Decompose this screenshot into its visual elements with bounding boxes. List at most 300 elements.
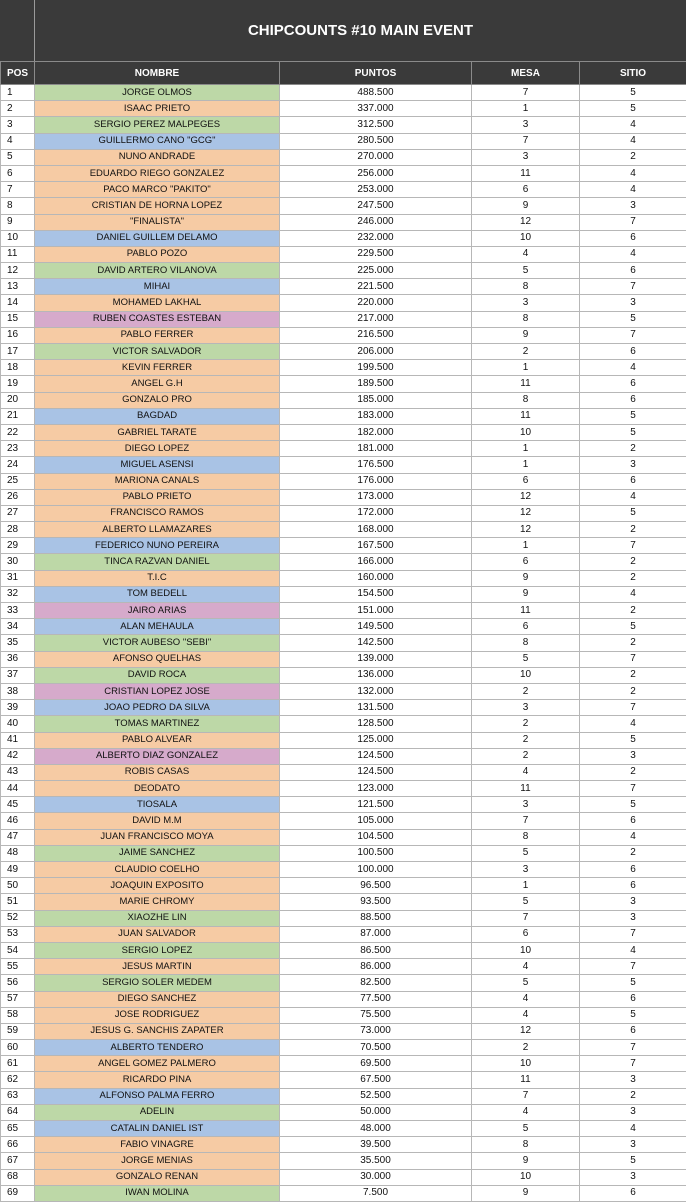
pos-cell: 9 [1,214,35,230]
seat-number-cell: 4 [580,182,686,198]
seat-number-cell: 4 [580,489,686,505]
table-number-cell: 4 [472,764,580,780]
points-cell: 7.500 [280,1185,472,1201]
table-number-cell: 5 [472,894,580,910]
table-number-cell: 2 [472,716,580,732]
table-row [1,764,686,780]
table-row [1,1169,686,1185]
player-name-cell: VICTOR SALVADOR [35,344,280,360]
table-body [1,85,686,1202]
seat-number-cell: 6 [580,878,686,894]
pos-cell: 68 [1,1169,35,1185]
table-row [1,748,686,764]
table-row [1,182,686,198]
points-cell: 70.500 [280,1040,472,1056]
player-name-cell: DEODATO [35,781,280,797]
pos-cell: 35 [1,635,35,651]
table-number-cell: 1 [472,878,580,894]
points-cell: 247.500 [280,198,472,214]
table-number-cell: 12 [472,489,580,505]
table-row [1,813,686,829]
points-cell: 168.000 [280,522,472,538]
player-name-cell: RICARDO PINA [35,1072,280,1088]
pos-cell: 65 [1,1121,35,1137]
table-number-cell: 5 [472,845,580,861]
table-row [1,344,686,360]
points-cell: 229.500 [280,246,472,262]
player-name-cell: MIHAI [35,279,280,295]
table-row [1,683,686,699]
table-row [1,586,686,602]
points-cell: 246.000 [280,214,472,230]
points-cell: 88.500 [280,910,472,926]
table-row [1,214,686,230]
player-name-cell: JESUS MARTIN [35,959,280,975]
points-cell: 182.000 [280,424,472,440]
table-row [1,878,686,894]
pos-cell: 58 [1,1007,35,1023]
pos-cell: 59 [1,1023,35,1039]
pos-cell: 48 [1,845,35,861]
seat-number-cell: 5 [580,424,686,440]
seat-number-cell: 7 [580,781,686,797]
points-cell: 93.500 [280,894,472,910]
pos-cell: 22 [1,424,35,440]
table-number-cell: 5 [472,1121,580,1137]
seat-number-cell: 2 [580,1088,686,1104]
player-name-cell: BAGDAD [35,408,280,424]
pos-cell: 27 [1,505,35,521]
table-number-cell: 11 [472,376,580,392]
points-cell: 132.000 [280,683,472,699]
seat-number-cell: 2 [580,554,686,570]
player-name-cell: IWAN MOLINA [35,1185,280,1201]
table-row [1,311,686,327]
points-cell: 206.000 [280,344,472,360]
player-name-cell: SERGIO LOPEZ [35,942,280,958]
table-row [1,263,686,279]
pos-cell: 5 [1,149,35,165]
table-number-cell: 11 [472,408,580,424]
pos-cell: 8 [1,198,35,214]
table-number-cell: 10 [472,424,580,440]
pos-cell: 4 [1,133,35,149]
pos-cell: 33 [1,603,35,619]
seat-number-cell: 6 [580,344,686,360]
points-cell: 142.500 [280,635,472,651]
table-row [1,975,686,991]
table-row [1,85,686,101]
table-row [1,1007,686,1023]
pos-cell: 34 [1,619,35,635]
seat-number-cell: 3 [580,910,686,926]
pos-cell: 2 [1,101,35,117]
pos-cell: 30 [1,554,35,570]
seat-number-cell: 4 [580,829,686,845]
player-name-cell: EDUARDO RIEGO GONZALEZ [35,165,280,181]
table-row [1,942,686,958]
table-row [1,1185,686,1201]
seat-number-cell: 5 [580,975,686,991]
page-title: CHIPCOUNTS #10 MAIN EVENT [35,0,686,61]
player-name-cell: DIEGO SANCHEZ [35,991,280,1007]
seat-number-cell: 2 [580,635,686,651]
table-number-cell: 10 [472,230,580,246]
table-row [1,408,686,424]
player-name-cell: GUILLERMO CANO "GCG" [35,133,280,149]
table-row [1,829,686,845]
table-row [1,149,686,165]
player-name-cell: JORGE OLMOS [35,85,280,101]
seat-number-cell: 5 [580,797,686,813]
pos-cell: 69 [1,1185,35,1201]
seat-number-cell: 6 [580,813,686,829]
player-name-cell: FABIO VINAGRE [35,1137,280,1153]
seat-number-cell: 7 [580,279,686,295]
table-number-cell: 9 [472,327,580,343]
seat-number-cell: 3 [580,1104,686,1120]
seat-number-cell: 3 [580,894,686,910]
points-cell: 52.500 [280,1088,472,1104]
table-number-cell: 1 [472,360,580,376]
table-number-cell: 8 [472,1137,580,1153]
pos-cell: 63 [1,1088,35,1104]
points-cell: 124.500 [280,748,472,764]
seat-number-cell: 3 [580,457,686,473]
player-name-cell: CRISTIAN DE HORNA LOPEZ [35,198,280,214]
seat-number-cell: 3 [580,295,686,311]
table-row [1,538,686,554]
pos-cell: 23 [1,441,35,457]
pos-cell: 47 [1,829,35,845]
points-cell: 35.500 [280,1153,472,1169]
points-cell: 232.000 [280,230,472,246]
table-number-cell: 3 [472,700,580,716]
seat-number-cell: 4 [580,133,686,149]
seat-number-cell: 5 [580,732,686,748]
header-nombre: NOMBRE [35,62,280,85]
seat-number-cell: 4 [580,1121,686,1137]
player-name-cell: JOAO PEDRO DA SILVA [35,700,280,716]
player-name-cell: JESUS G. SANCHIS ZAPATER [35,1023,280,1039]
seat-number-cell: 6 [580,862,686,878]
table-number-cell: 12 [472,1023,580,1039]
points-cell: 96.500 [280,878,472,894]
pos-cell: 39 [1,700,35,716]
seat-number-cell: 5 [580,1007,686,1023]
points-cell: 337.000 [280,101,472,117]
points-cell: 48.000 [280,1121,472,1137]
table-number-cell: 2 [472,344,580,360]
points-cell: 125.000 [280,732,472,748]
table-row [1,894,686,910]
table-row [1,1072,686,1088]
player-name-cell: NUNO ANDRADE [35,149,280,165]
pos-cell: 20 [1,392,35,408]
pos-cell: 11 [1,246,35,262]
table-number-cell: 12 [472,214,580,230]
table-number-cell: 1 [472,441,580,457]
table-number-cell: 4 [472,246,580,262]
points-cell: 189.500 [280,376,472,392]
table-number-cell: 1 [472,101,580,117]
player-name-cell: DAVID ARTERO VILANOVA [35,263,280,279]
player-name-cell: SERGIO SOLER MEDEM [35,975,280,991]
table-row [1,619,686,635]
points-cell: 75.500 [280,1007,472,1023]
pos-cell: 46 [1,813,35,829]
seat-number-cell: 5 [580,505,686,521]
table-row [1,198,686,214]
pos-cell: 60 [1,1040,35,1056]
player-name-cell: JUAN FRANCISCO MOYA [35,829,280,845]
table-number-cell: 6 [472,619,580,635]
pos-cell: 19 [1,376,35,392]
table-row [1,230,686,246]
seat-number-cell: 7 [580,1040,686,1056]
table-number-cell: 4 [472,1104,580,1120]
table-number-cell: 9 [472,1153,580,1169]
seat-number-cell: 6 [580,230,686,246]
table-number-cell: 10 [472,942,580,958]
pos-cell: 31 [1,570,35,586]
table-number-cell: 4 [472,991,580,1007]
points-cell: 199.500 [280,360,472,376]
player-name-cell: PABLO FERRER [35,327,280,343]
table-row [1,862,686,878]
table-row [1,441,686,457]
points-cell: 173.000 [280,489,472,505]
seat-number-cell: 2 [580,522,686,538]
points-cell: 149.500 [280,619,472,635]
pos-cell: 64 [1,1104,35,1120]
points-cell: 82.500 [280,975,472,991]
pos-cell: 16 [1,327,35,343]
chipcount-table [0,61,686,1202]
table-number-cell: 12 [472,522,580,538]
pos-cell: 7 [1,182,35,198]
table-number-cell: 6 [472,473,580,489]
seat-number-cell: 7 [580,926,686,942]
table-row [1,1153,686,1169]
table-number-cell: 7 [472,133,580,149]
table-number-cell: 5 [472,651,580,667]
pos-cell: 29 [1,538,35,554]
pos-cell: 42 [1,748,35,764]
seat-number-cell: 4 [580,360,686,376]
table-number-cell: 9 [472,198,580,214]
table-number-cell: 7 [472,1088,580,1104]
seat-number-cell: 4 [580,117,686,133]
player-name-cell: CATALIN DANIEL IST [35,1121,280,1137]
player-name-cell: MARIONA CANALS [35,473,280,489]
points-cell: 312.500 [280,117,472,133]
seat-number-cell: 4 [580,586,686,602]
table-number-cell: 2 [472,1040,580,1056]
player-name-cell: ROBIS CASAS [35,764,280,780]
pos-cell: 38 [1,683,35,699]
seat-number-cell: 6 [580,376,686,392]
pos-cell: 44 [1,781,35,797]
points-cell: 216.500 [280,327,472,343]
seat-number-cell: 6 [580,263,686,279]
table-row [1,635,686,651]
pos-cell: 56 [1,975,35,991]
pos-cell: 10 [1,230,35,246]
table-row [1,133,686,149]
points-cell: 280.500 [280,133,472,149]
player-name-cell: JAIME SANCHEZ [35,845,280,861]
points-cell: 73.000 [280,1023,472,1039]
seat-number-cell: 4 [580,716,686,732]
seat-number-cell: 2 [580,603,686,619]
table-row [1,522,686,538]
table-row [1,797,686,813]
table-row [1,1137,686,1153]
points-cell: 121.500 [280,797,472,813]
player-name-cell: AFONSO QUELHAS [35,651,280,667]
table-number-cell: 8 [472,392,580,408]
seat-number-cell: 7 [580,1056,686,1072]
pos-cell: 61 [1,1056,35,1072]
points-cell: 136.000 [280,667,472,683]
table-row [1,732,686,748]
table-number-cell: 10 [472,1169,580,1185]
player-name-cell: ANGEL GOMEZ PALMERO [35,1056,280,1072]
player-name-cell: MOHAMED LAKHAL [35,295,280,311]
table-row [1,295,686,311]
pos-cell: 45 [1,797,35,813]
table-row [1,473,686,489]
table-number-cell: 3 [472,295,580,311]
table-row [1,1088,686,1104]
pos-cell: 41 [1,732,35,748]
player-name-cell: FEDERICO NUNO PEREIRA [35,538,280,554]
pos-cell: 66 [1,1137,35,1153]
seat-number-cell: 7 [580,327,686,343]
seat-number-cell: 2 [580,570,686,586]
table-row [1,667,686,683]
seat-number-cell: 5 [580,311,686,327]
pos-cell: 43 [1,764,35,780]
points-cell: 30.000 [280,1169,472,1185]
points-cell: 181.000 [280,441,472,457]
player-name-cell: GABRIEL TARATE [35,424,280,440]
table-row [1,716,686,732]
points-cell: 166.000 [280,554,472,570]
pos-cell: 13 [1,279,35,295]
table-row [1,424,686,440]
points-cell: 183.000 [280,408,472,424]
seat-number-cell: 2 [580,149,686,165]
points-cell: 488.500 [280,85,472,101]
table-row [1,1104,686,1120]
player-name-cell: DAVID M.M [35,813,280,829]
table-row [1,991,686,1007]
table-row [1,457,686,473]
table-number-cell: 11 [472,603,580,619]
table-number-cell: 7 [472,85,580,101]
table-row [1,1040,686,1056]
points-cell: 123.000 [280,781,472,797]
table-number-cell: 11 [472,1072,580,1088]
player-name-cell: CLAUDIO COELHO [35,862,280,878]
seat-number-cell: 4 [580,165,686,181]
pos-cell: 12 [1,263,35,279]
seat-number-cell: 2 [580,441,686,457]
table-row [1,651,686,667]
pos-cell: 49 [1,862,35,878]
player-name-cell: JOSE RODRIGUEZ [35,1007,280,1023]
points-cell: 67.500 [280,1072,472,1088]
table-number-cell: 8 [472,635,580,651]
player-name-cell: DAVID ROCA [35,667,280,683]
table-number-cell: 9 [472,570,580,586]
table-number-cell: 6 [472,182,580,198]
seat-number-cell: 7 [580,959,686,975]
table-number-cell: 10 [472,1056,580,1072]
pos-cell: 52 [1,910,35,926]
pos-cell: 62 [1,1072,35,1088]
seat-number-cell: 4 [580,942,686,958]
player-name-cell: TIOSALA [35,797,280,813]
pos-cell: 21 [1,408,35,424]
pos-cell: 32 [1,586,35,602]
table-row [1,165,686,181]
table-number-cell: 5 [472,975,580,991]
player-name-cell: JOAQUIN EXPOSITO [35,878,280,894]
pos-cell: 18 [1,360,35,376]
player-name-cell: PABLO PRIETO [35,489,280,505]
table-number-cell: 8 [472,279,580,295]
header-puntos: PUNTOS [280,62,472,85]
table-row [1,781,686,797]
player-name-cell: FRANCISCO RAMOS [35,505,280,521]
player-name-cell: DANIEL GUILLEM DELAMO [35,230,280,246]
pos-cell: 6 [1,165,35,181]
pos-cell: 37 [1,667,35,683]
pos-cell: 15 [1,311,35,327]
table-row [1,392,686,408]
seat-number-cell: 6 [580,991,686,1007]
table-number-cell: 3 [472,797,580,813]
header-pos: POS [1,62,35,85]
points-cell: 100.500 [280,845,472,861]
table-row [1,1121,686,1137]
seat-number-cell: 6 [580,392,686,408]
seat-number-cell: 2 [580,667,686,683]
player-name-cell: MARIE CHROMY [35,894,280,910]
points-cell: 217.000 [280,311,472,327]
points-cell: 154.500 [280,586,472,602]
table-number-cell: 8 [472,829,580,845]
points-cell: 270.000 [280,149,472,165]
points-cell: 167.500 [280,538,472,554]
player-name-cell: "FINALISTA" [35,214,280,230]
table-row [1,845,686,861]
table-number-cell: 11 [472,781,580,797]
player-name-cell: SERGIO PEREZ MALPEGES [35,117,280,133]
seat-number-cell: 5 [580,101,686,117]
points-cell: 185.000 [280,392,472,408]
points-cell: 77.500 [280,991,472,1007]
pos-cell: 1 [1,85,35,101]
seat-number-cell: 6 [580,1185,686,1201]
table-number-cell: 2 [472,732,580,748]
points-cell: 151.000 [280,603,472,619]
table-row [1,570,686,586]
title-corner-cell [0,0,35,61]
